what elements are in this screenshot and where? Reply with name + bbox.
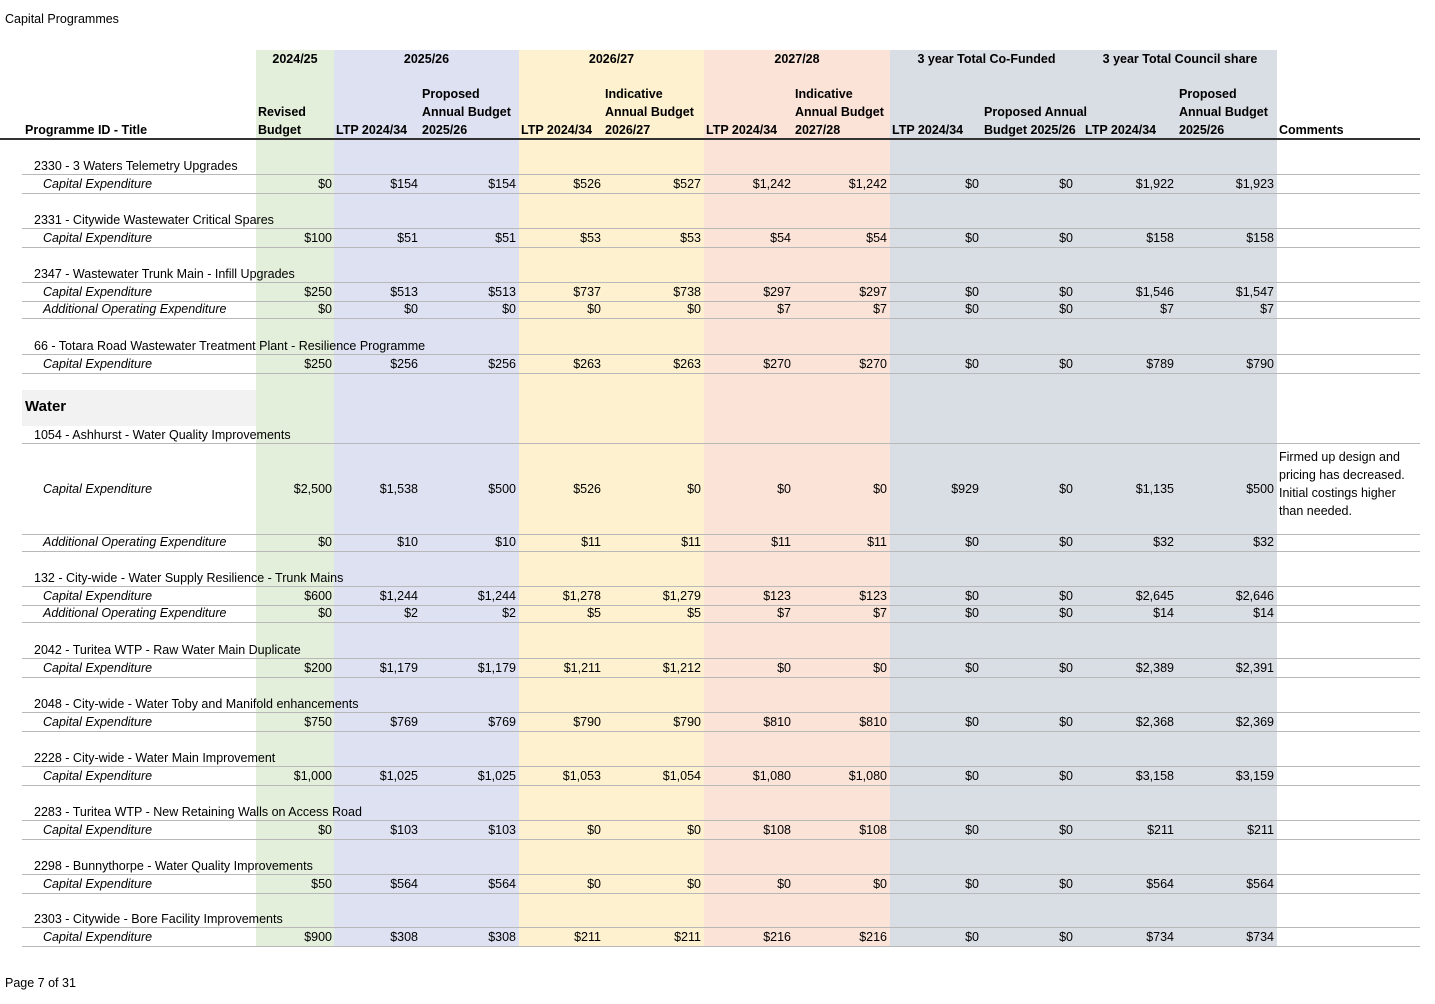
table-cell: $1,025: [477, 769, 516, 783]
programme-title: 1054 - Ashhurst - Water Quality Improvements: [34, 428, 291, 442]
table-cell: $32: [1253, 535, 1274, 549]
table-cell: $0: [1059, 930, 1073, 944]
table-cell: $11: [581, 535, 601, 549]
table-cell: $500: [1246, 482, 1274, 496]
table-row: [22, 586, 1420, 606]
comment-line: Initial costings higher: [1279, 486, 1396, 500]
page-title: Capital Programmes: [5, 12, 119, 26]
table-cell: $211: [674, 930, 701, 944]
table-row: [22, 820, 1420, 840]
table-cell: $769: [390, 715, 418, 729]
year-header-2027: 2027/28: [774, 52, 820, 66]
table-cell: $0: [318, 177, 332, 191]
table-cell: $1,244: [379, 589, 418, 603]
table-cell: $0: [1059, 769, 1073, 783]
table-cell: $0: [587, 302, 601, 316]
table-cell: $256: [488, 357, 516, 371]
table-cell: $297: [763, 285, 791, 299]
table-cell: $0: [777, 877, 791, 891]
table-cell: $11: [771, 535, 791, 549]
table-cell: $0: [318, 302, 332, 316]
table-cell: $1,179: [379, 661, 418, 675]
table-cell: $3,158: [1135, 769, 1174, 783]
table-cell: $0: [777, 661, 791, 675]
table-cell: $1,242: [752, 177, 791, 191]
table-row: [22, 604, 1420, 623]
table-cell: $810: [763, 715, 791, 729]
table-cell: $154: [488, 177, 516, 191]
programme-title: 2048 - City-wide - Water Toby and Manifold enhancements: [34, 697, 359, 711]
table-cell: $810: [859, 715, 887, 729]
table-cell: $1,179: [477, 661, 516, 675]
table-cell: $0: [687, 877, 701, 891]
table-cell: $0: [318, 606, 332, 620]
table-cell: $14: [1253, 606, 1274, 620]
programme-title: 132 - City-wide - Water Supply Resilience - Trunk Mains: [34, 571, 344, 585]
header-divider: [0, 138, 1420, 140]
row-label: Capital Expenditure: [43, 823, 153, 837]
table-cell: $51: [397, 231, 418, 245]
row-label: Capital Expenditure: [43, 930, 153, 944]
table-cell: $0: [687, 823, 701, 837]
table-cell: $526: [573, 482, 601, 496]
table-cell: $1,922: [1135, 177, 1174, 191]
table-cell: $0: [965, 930, 979, 944]
programme-title: 2298 - Bunnythorpe - Water Quality Improvements: [34, 859, 313, 873]
table-cell: $0: [1059, 715, 1073, 729]
table-cell: $256: [390, 357, 418, 371]
table-cell: $900: [304, 930, 332, 944]
table-cell: $263: [573, 357, 601, 371]
table-row: [22, 712, 1420, 732]
table-cell: $2: [404, 606, 418, 620]
table-cell: $2: [502, 606, 516, 620]
table-cell: $929: [951, 482, 979, 496]
table-cell: $297: [859, 285, 887, 299]
table-cell: $0: [965, 823, 979, 837]
table-cell: $0: [1059, 823, 1073, 837]
table-cell: $526: [573, 177, 601, 191]
table-cell: $32: [1153, 535, 1174, 549]
programme-title: 2330 - 3 Waters Telemetry Upgrades: [34, 159, 238, 173]
table-row: [22, 766, 1420, 786]
row-label: Additional Operating Expenditure: [43, 535, 227, 549]
table-cell: $734: [1246, 930, 1274, 944]
table-cell: $564: [488, 877, 516, 891]
table-cell: $0: [687, 302, 701, 316]
table-cell: $1,923: [1235, 177, 1274, 191]
table-cell: $270: [859, 357, 887, 371]
table-cell: $7: [1160, 302, 1174, 316]
table-cell: $0: [965, 606, 979, 620]
table-cell: $564: [1146, 877, 1174, 891]
table-cell: $0: [587, 877, 601, 891]
col-header-indicative-2027: Indicative Annual Budget 2027/28: [795, 87, 884, 137]
table-cell: $10: [397, 535, 418, 549]
row-label: Capital Expenditure: [43, 661, 153, 675]
council-share-header: 3 year Total Council share: [1102, 52, 1258, 66]
row-label: Additional Operating Expenditure: [43, 606, 227, 620]
table-cell: $0: [502, 302, 516, 316]
row-label: Capital Expenditure: [43, 231, 153, 245]
table-cell: $0: [965, 302, 979, 316]
table-cell: $211: [1147, 823, 1174, 837]
table-cell: $54: [866, 231, 887, 245]
table-cell: $0: [965, 231, 979, 245]
col-header-indicative-2026: Indicative Annual Budget 2026/27: [605, 87, 694, 137]
table-cell: $769: [488, 715, 516, 729]
col-header-revised: Revised Budget: [258, 105, 306, 137]
col-header-ltp-cofunded: LTP 2024/34: [892, 123, 964, 137]
programme-title: 2042 - Turitea WTP - Raw Water Main Duplicate: [34, 643, 301, 657]
col-header-proposed-council: Proposed Annual Budget 2025/26: [1179, 87, 1268, 137]
table-cell: $1,053: [562, 769, 601, 783]
table-cell: $790: [1246, 357, 1274, 371]
table-cell: $216: [859, 930, 887, 944]
table-cell: $0: [1059, 589, 1073, 603]
table-cell: $7: [777, 302, 791, 316]
table-cell: $0: [1059, 535, 1073, 549]
table-cell: $1,547: [1235, 285, 1274, 299]
table-cell: $789: [1146, 357, 1174, 371]
table-cell: $0: [965, 877, 979, 891]
table-cell: $263: [673, 357, 701, 371]
table-row: [22, 354, 1420, 374]
programme-title: 2347 - Wastewater Trunk Main - Infill Upgrades: [34, 267, 295, 281]
table-cell: $308: [488, 930, 516, 944]
table-cell: $2,645: [1135, 589, 1174, 603]
comment-line: pricing has decreased.: [1279, 468, 1405, 482]
table-cell: $2,500: [293, 482, 332, 496]
table-cell: $7: [873, 606, 887, 620]
table-cell: $2,391: [1235, 661, 1274, 675]
table-row: [22, 927, 1420, 947]
year-header-2024: 2024/25: [272, 52, 318, 66]
table-row: [22, 874, 1420, 894]
table-cell: $1,242: [848, 177, 887, 191]
table-cell: $513: [390, 285, 418, 299]
table-cell: $250: [304, 285, 332, 299]
col-header-ltp-2025: LTP 2024/34: [336, 123, 408, 137]
row-label: Capital Expenditure: [43, 769, 153, 783]
table-cell: $2,646: [1235, 589, 1274, 603]
table-cell: $0: [965, 285, 979, 299]
table-cell: $216: [763, 930, 791, 944]
table-cell: $527: [673, 177, 701, 191]
programme-title: 66 - Totara Road Wastewater Treatment Plant - Resilience Programme: [34, 339, 426, 353]
table-cell: $1,135: [1135, 482, 1174, 496]
table-cell: $1,279: [662, 589, 701, 603]
table-cell: $0: [965, 357, 979, 371]
table-cell: $50: [311, 877, 332, 891]
table-row: [22, 228, 1420, 248]
section-heading-water: Water: [25, 398, 67, 415]
table-cell: $0: [1059, 177, 1073, 191]
year-header-2025: 2025/26: [403, 52, 450, 66]
table-cell: $10: [495, 535, 516, 549]
comment-line: than needed.: [1279, 504, 1352, 518]
table-cell: $0: [1059, 482, 1073, 496]
row-label: Capital Expenditure: [43, 589, 153, 603]
table-cell: $123: [859, 589, 887, 603]
table-cell: $53: [680, 231, 701, 245]
table-cell: $600: [304, 589, 332, 603]
programme-title: 2283 - Turitea WTP - New Retaining Walls on Access Road: [34, 805, 362, 819]
table-cell: $738: [673, 285, 701, 299]
table-cell: $108: [763, 823, 791, 837]
table-cell: $0: [687, 482, 701, 496]
table-cell: $0: [318, 535, 332, 549]
table-cell: $2,389: [1135, 661, 1174, 675]
col-header-ltp-council: LTP 2024/34: [1085, 123, 1157, 137]
table-cell: $1,538: [379, 482, 418, 496]
table-cell: $0: [965, 769, 979, 783]
table-cell: $737: [573, 285, 601, 299]
col-header-comments: Comments: [1279, 123, 1344, 137]
table-cell: $308: [390, 930, 418, 944]
table-cell: $2,369: [1235, 715, 1274, 729]
table-cell: $14: [1153, 606, 1174, 620]
row-label: Capital Expenditure: [43, 357, 153, 371]
table-cell: $500: [488, 482, 516, 496]
table-cell: $513: [488, 285, 516, 299]
table-cell: $1,054: [662, 769, 701, 783]
table-cell: $0: [404, 302, 418, 316]
table-cell: $123: [763, 589, 791, 603]
table-cell: $1,546: [1135, 285, 1174, 299]
year-header-2026: 2026/27: [588, 52, 635, 66]
table-cell: $5: [587, 606, 601, 620]
table-cell: $200: [304, 661, 332, 675]
table-cell: $211: [1247, 823, 1274, 837]
table-cell: $1,025: [379, 769, 418, 783]
table-cell: $0: [1059, 606, 1073, 620]
table-cell: $0: [1059, 877, 1073, 891]
table-cell: $0: [873, 482, 887, 496]
row-label: Capital Expenditure: [43, 482, 153, 496]
table-cell: $1,080: [848, 769, 887, 783]
table-cell: $1,000: [293, 769, 332, 783]
table-cell: $0: [965, 535, 979, 549]
col-header-ltp-2026: LTP 2024/34: [521, 123, 593, 137]
table-cell: $790: [573, 715, 601, 729]
cofunded-header: 3 year Total Co-Funded: [917, 52, 1056, 66]
programme-title: 2303 - Citywide - Bore Facility Improvements: [34, 912, 283, 926]
table-cell: $11: [867, 535, 887, 549]
table-row: [22, 533, 1420, 552]
row-label: Capital Expenditure: [43, 715, 153, 729]
table-cell: $0: [965, 589, 979, 603]
table-cell: $1,212: [662, 661, 701, 675]
table-cell: $270: [763, 357, 791, 371]
table-row: [22, 174, 1420, 194]
table-cell: $154: [390, 177, 418, 191]
table-cell: $7: [873, 302, 887, 316]
row-label: Capital Expenditure: [43, 877, 153, 891]
col-header-proposed-2025: Proposed Annual Budget 2025/26: [422, 87, 511, 137]
table-cell: $0: [965, 177, 979, 191]
table-cell: $0: [587, 823, 601, 837]
table-cell: $0: [1059, 285, 1073, 299]
table-row: [22, 658, 1420, 678]
programme-title: 2331 - Citywide Wastewater Critical Spares: [34, 213, 274, 227]
table-cell: $734: [1146, 930, 1174, 944]
table-cell: $0: [1059, 231, 1073, 245]
table-cell: $0: [1059, 357, 1073, 371]
table-cell: $0: [1059, 661, 1073, 675]
table-cell: $564: [1246, 877, 1274, 891]
table-cell: $1,244: [477, 589, 516, 603]
table-cell: $1,080: [752, 769, 791, 783]
table-cell: $1,278: [562, 589, 601, 603]
table-cell: $5: [687, 606, 701, 620]
table-cell: $108: [859, 823, 887, 837]
row-comment: [1279, 448, 1409, 520]
table-cell: $250: [304, 357, 332, 371]
table-cell: $51: [495, 231, 516, 245]
row-label: Capital Expenditure: [43, 285, 153, 299]
table-cell: $0: [777, 482, 791, 496]
table-row: [22, 443, 1420, 535]
programme-title: 2228 - City-wide - Water Main Improvement: [34, 751, 276, 765]
table-cell: $0: [1059, 302, 1073, 316]
table-cell: $0: [965, 715, 979, 729]
table-cell: $750: [304, 715, 332, 729]
page-footer: Page 7 of 31: [5, 976, 76, 990]
comment-line: Firmed up design and: [1279, 450, 1400, 464]
table-cell: $0: [965, 661, 979, 675]
row-label: Additional Operating Expenditure: [43, 302, 227, 316]
table-cell: $3,159: [1235, 769, 1274, 783]
table-cell: $11: [681, 535, 701, 549]
table-cell: $7: [1260, 302, 1274, 316]
table-cell: $211: [574, 930, 601, 944]
table-cell: $54: [770, 231, 791, 245]
table-cell: $2,368: [1135, 715, 1174, 729]
col-header-title: Programme ID - Title: [25, 123, 148, 137]
table-row: [22, 300, 1420, 319]
table-cell: $103: [390, 823, 418, 837]
col-header-ltp-2027: LTP 2024/34: [706, 123, 778, 137]
table-cell: $53: [580, 231, 601, 245]
table-cell: $1,211: [563, 661, 601, 675]
table-cell: $0: [318, 823, 332, 837]
col-header-proposed-cofunded: Proposed Annual Budget 2025/26: [984, 105, 1088, 137]
table-cell: $100: [304, 231, 332, 245]
row-label: Capital Expenditure: [43, 177, 153, 191]
table-cell: $7: [777, 606, 791, 620]
table-cell: $0: [873, 877, 887, 891]
table-cell: $0: [873, 661, 887, 675]
table-cell: $158: [1146, 231, 1174, 245]
table-cell: $790: [673, 715, 701, 729]
table-row: [22, 282, 1420, 302]
table-cell: $158: [1246, 231, 1274, 245]
table-cell: $103: [488, 823, 516, 837]
table-cell: $564: [390, 877, 418, 891]
